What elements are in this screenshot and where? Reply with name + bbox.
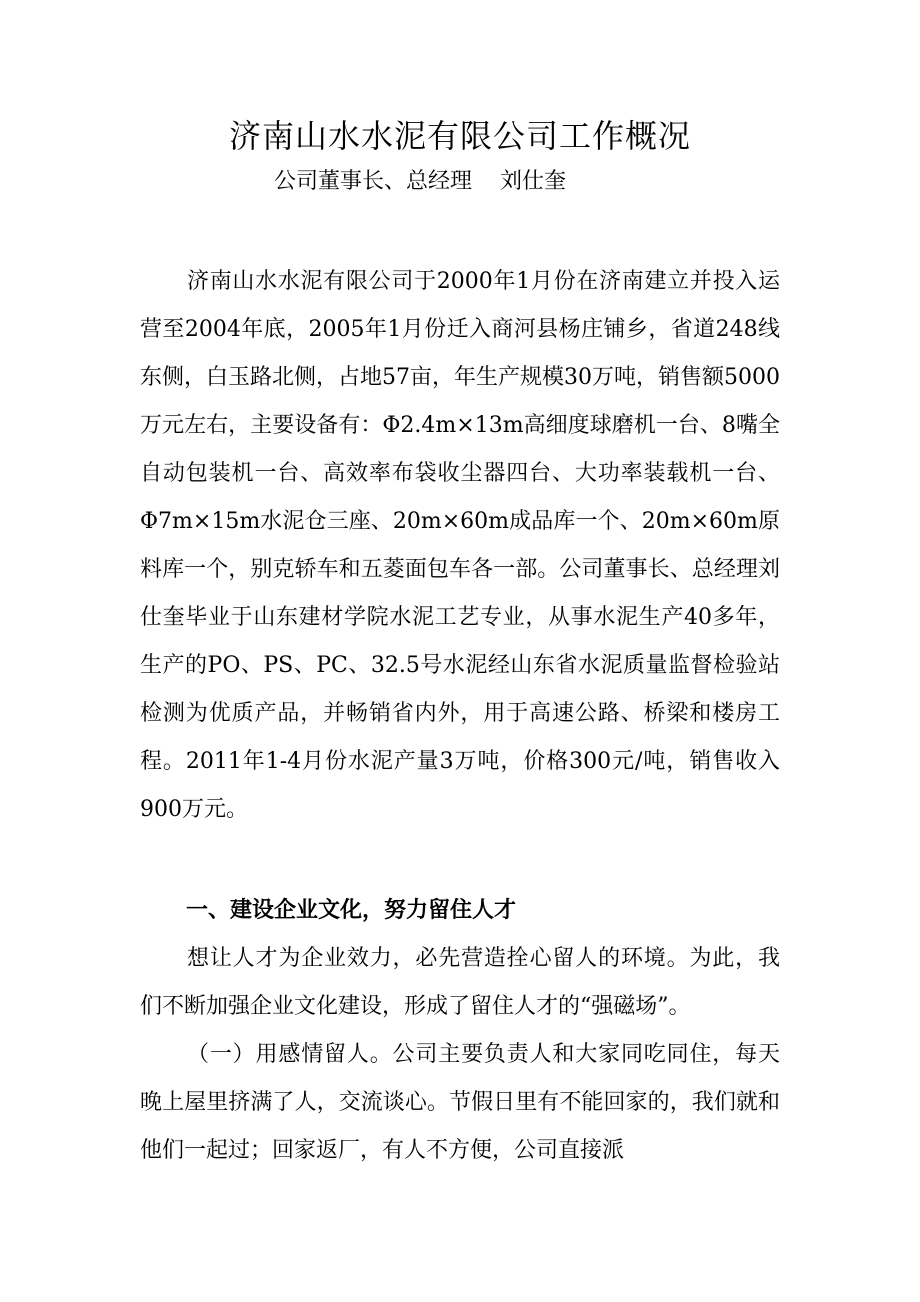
section-paragraph: 想让人才为企业效力，必先营造拴心留人的环境。为此，我们不断加强企业文化建设，形成了留住人才的“强磁场”。	[140, 946, 780, 1019]
intro-paragraph: 济南山水水泥有限公司于2000年1月份在济南建立并投入运营至2004年底，2005年1月份迁入商河县杨庄铺乡，省道248线东侧，白玉路北侧，占地57亩，年生产规模30万吨，销售额5000万元左右，主要设备有：Φ2.4m×13m高细度球磨机一台、8嘴全自动包装机一台、高效率布袋收尘器四台、大功率装载机一台、Φ7m×15m水泥仓三座、20m×60m成品库一个、20m×60m原料库一个，别克轿车和五菱面包车各一部。公司董事长、总经理刘仕奎毕业于山东建材学院水泥工艺专业，从事水泥生产40多年，生产的PO、PS、PC、32.5号水泥经山东省水泥质量监督检验站检测为优质产品，并畅销省内外，用于高速公路、桥梁和楼房工程。2011年1-4月份水泥产量3万吨，价格300元/吨，销售收入900万元。	[140, 269, 780, 822]
section-heading: 一、建设企业文化，努力留住人才	[186, 898, 517, 923]
document-title: 济南山水水泥有限公司工作概况	[228, 117, 691, 155]
section-paragraph: （一）用感情留人。公司主要负责人和大家同吃同住，每天晚上屋里挤满了人，交流谈心。节假日里有不能回家的，我们就和他们一起过；回家返厂，有人不方便，公司直接派	[140, 1042, 780, 1163]
document-subtitle: 公司董事长、总经理 刘仕奎	[274, 169, 566, 194]
